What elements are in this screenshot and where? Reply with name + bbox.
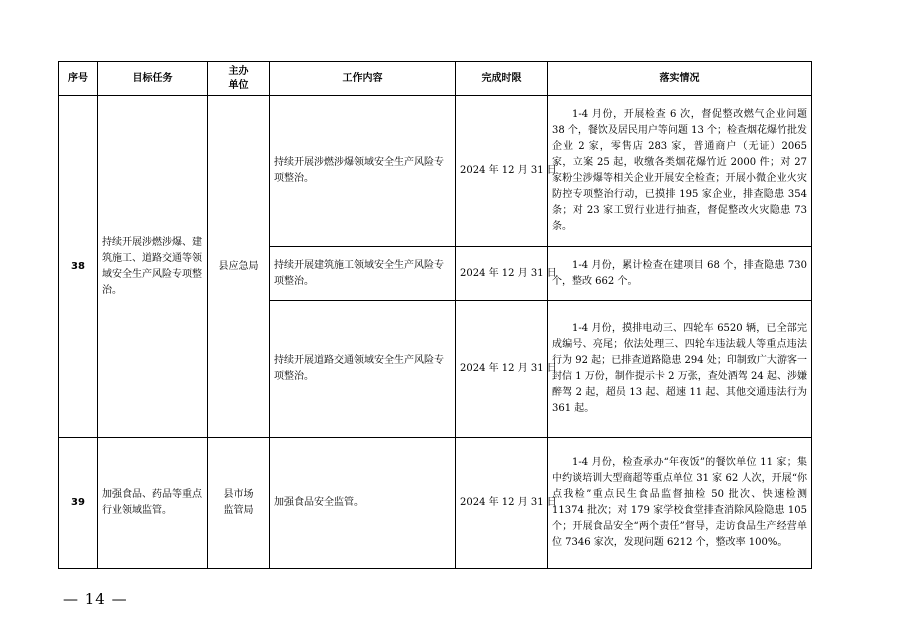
- work-content: 持续开展道路交通领域安全生产风险专项整治。: [270, 301, 456, 438]
- header-deadline: 完成时限: [456, 62, 548, 96]
- host-unit-text: 县市场监管局: [223, 489, 254, 516]
- work-content: 持续开展建筑施工领域安全生产风险专项整治。: [270, 247, 456, 301]
- status-text: 1-4 月份，检查承办“年夜饭”的餐饮单位 11 家；集中约谈培训大型商超等重点单位 31 家 62 人次，开展“你点我检”重点民生食品监督抽检 50 批次、快速检测 11374 批次；对 179 家学校食堂排查消除风险隐患 105 个；开展食品安全“两个责任”督导，走访食品生产经营单位 7346 家次，发现问题 6212 个，整改率 100%。: [552, 457, 807, 548]
- header-task: 目标任务: [98, 62, 208, 96]
- implementation-status: [548, 96, 812, 247]
- header-unit: 主办 单位: [208, 62, 270, 96]
- table-row: [59, 96, 812, 247]
- deadline: 2024 年 12 月 31 日: [456, 438, 548, 569]
- row-number: 39: [59, 438, 98, 569]
- status-text: 1-4 月份，累计检查在建项目 68 个，排查隐患 730 个，整改 662 个。: [552, 259, 807, 287]
- header-row: [59, 62, 812, 96]
- target-task: 持续开展涉燃涉爆、建筑施工、道路交通等领域安全生产风险专项整治。: [98, 96, 208, 438]
- deadline: 2024 年 12 月 31 日: [456, 247, 548, 301]
- header-status: 落实情况: [548, 62, 812, 96]
- implementation-status: [548, 438, 812, 569]
- work-content: 持续开展涉燃涉爆领域安全生产风险专项整治。: [270, 96, 456, 247]
- target-task: 加强食品、药品等重点行业领域监管。: [98, 438, 208, 569]
- host-unit: 县应急局: [208, 96, 270, 438]
- page-number: — 14 —: [63, 590, 128, 608]
- deadline: 2024 年 12 月 31 日: [456, 301, 548, 438]
- work-content: 加强食品安全监管。: [270, 438, 456, 569]
- header-num: 序号: [59, 62, 98, 96]
- implementation-status: [548, 301, 812, 438]
- deadline: 2024 年 12 月 31 日: [456, 96, 548, 247]
- status-text: 1-4 月份，开展检查 6 次，督促整改燃气企业问题 38 个，餐饮及居民用户等问题 13 个；检查烟花爆竹批发企业 2 家，零售店 283 家，普通商户（无证）2065 家，立案 25 起，收缴各类烟花爆竹近 2000 件；对 27 家粉尘涉爆等相关企业开展安全检查；开展小微企业火灾防控专项整治行动，已摸排 195 家企业，排查隐患 354 条；对 23 家工贸行业进行抽查，督促整改火灾隐患 73 条。: [552, 109, 807, 232]
- row-number: 38: [59, 96, 98, 438]
- host-unit: [208, 438, 270, 569]
- task-table: [58, 61, 812, 569]
- status-text: 1-4 月份，摸排电动三、四轮车 6520 辆，已全部完成编号、亮尾；依法处理三、四轮车违法载人等重点违法行为 92 起；已排查道路隐患 294 处；印制致广大游客一封信 1 万份，制作提示卡 2 万张，查处酒驾 24 起、涉嫌醉驾 2 起，超员 13 起、超速 11 起、其他交通违法行为 361 起。: [552, 323, 807, 414]
- implementation-status: [548, 247, 812, 301]
- header-work: 工作内容: [270, 62, 456, 96]
- table-row: [59, 438, 812, 569]
